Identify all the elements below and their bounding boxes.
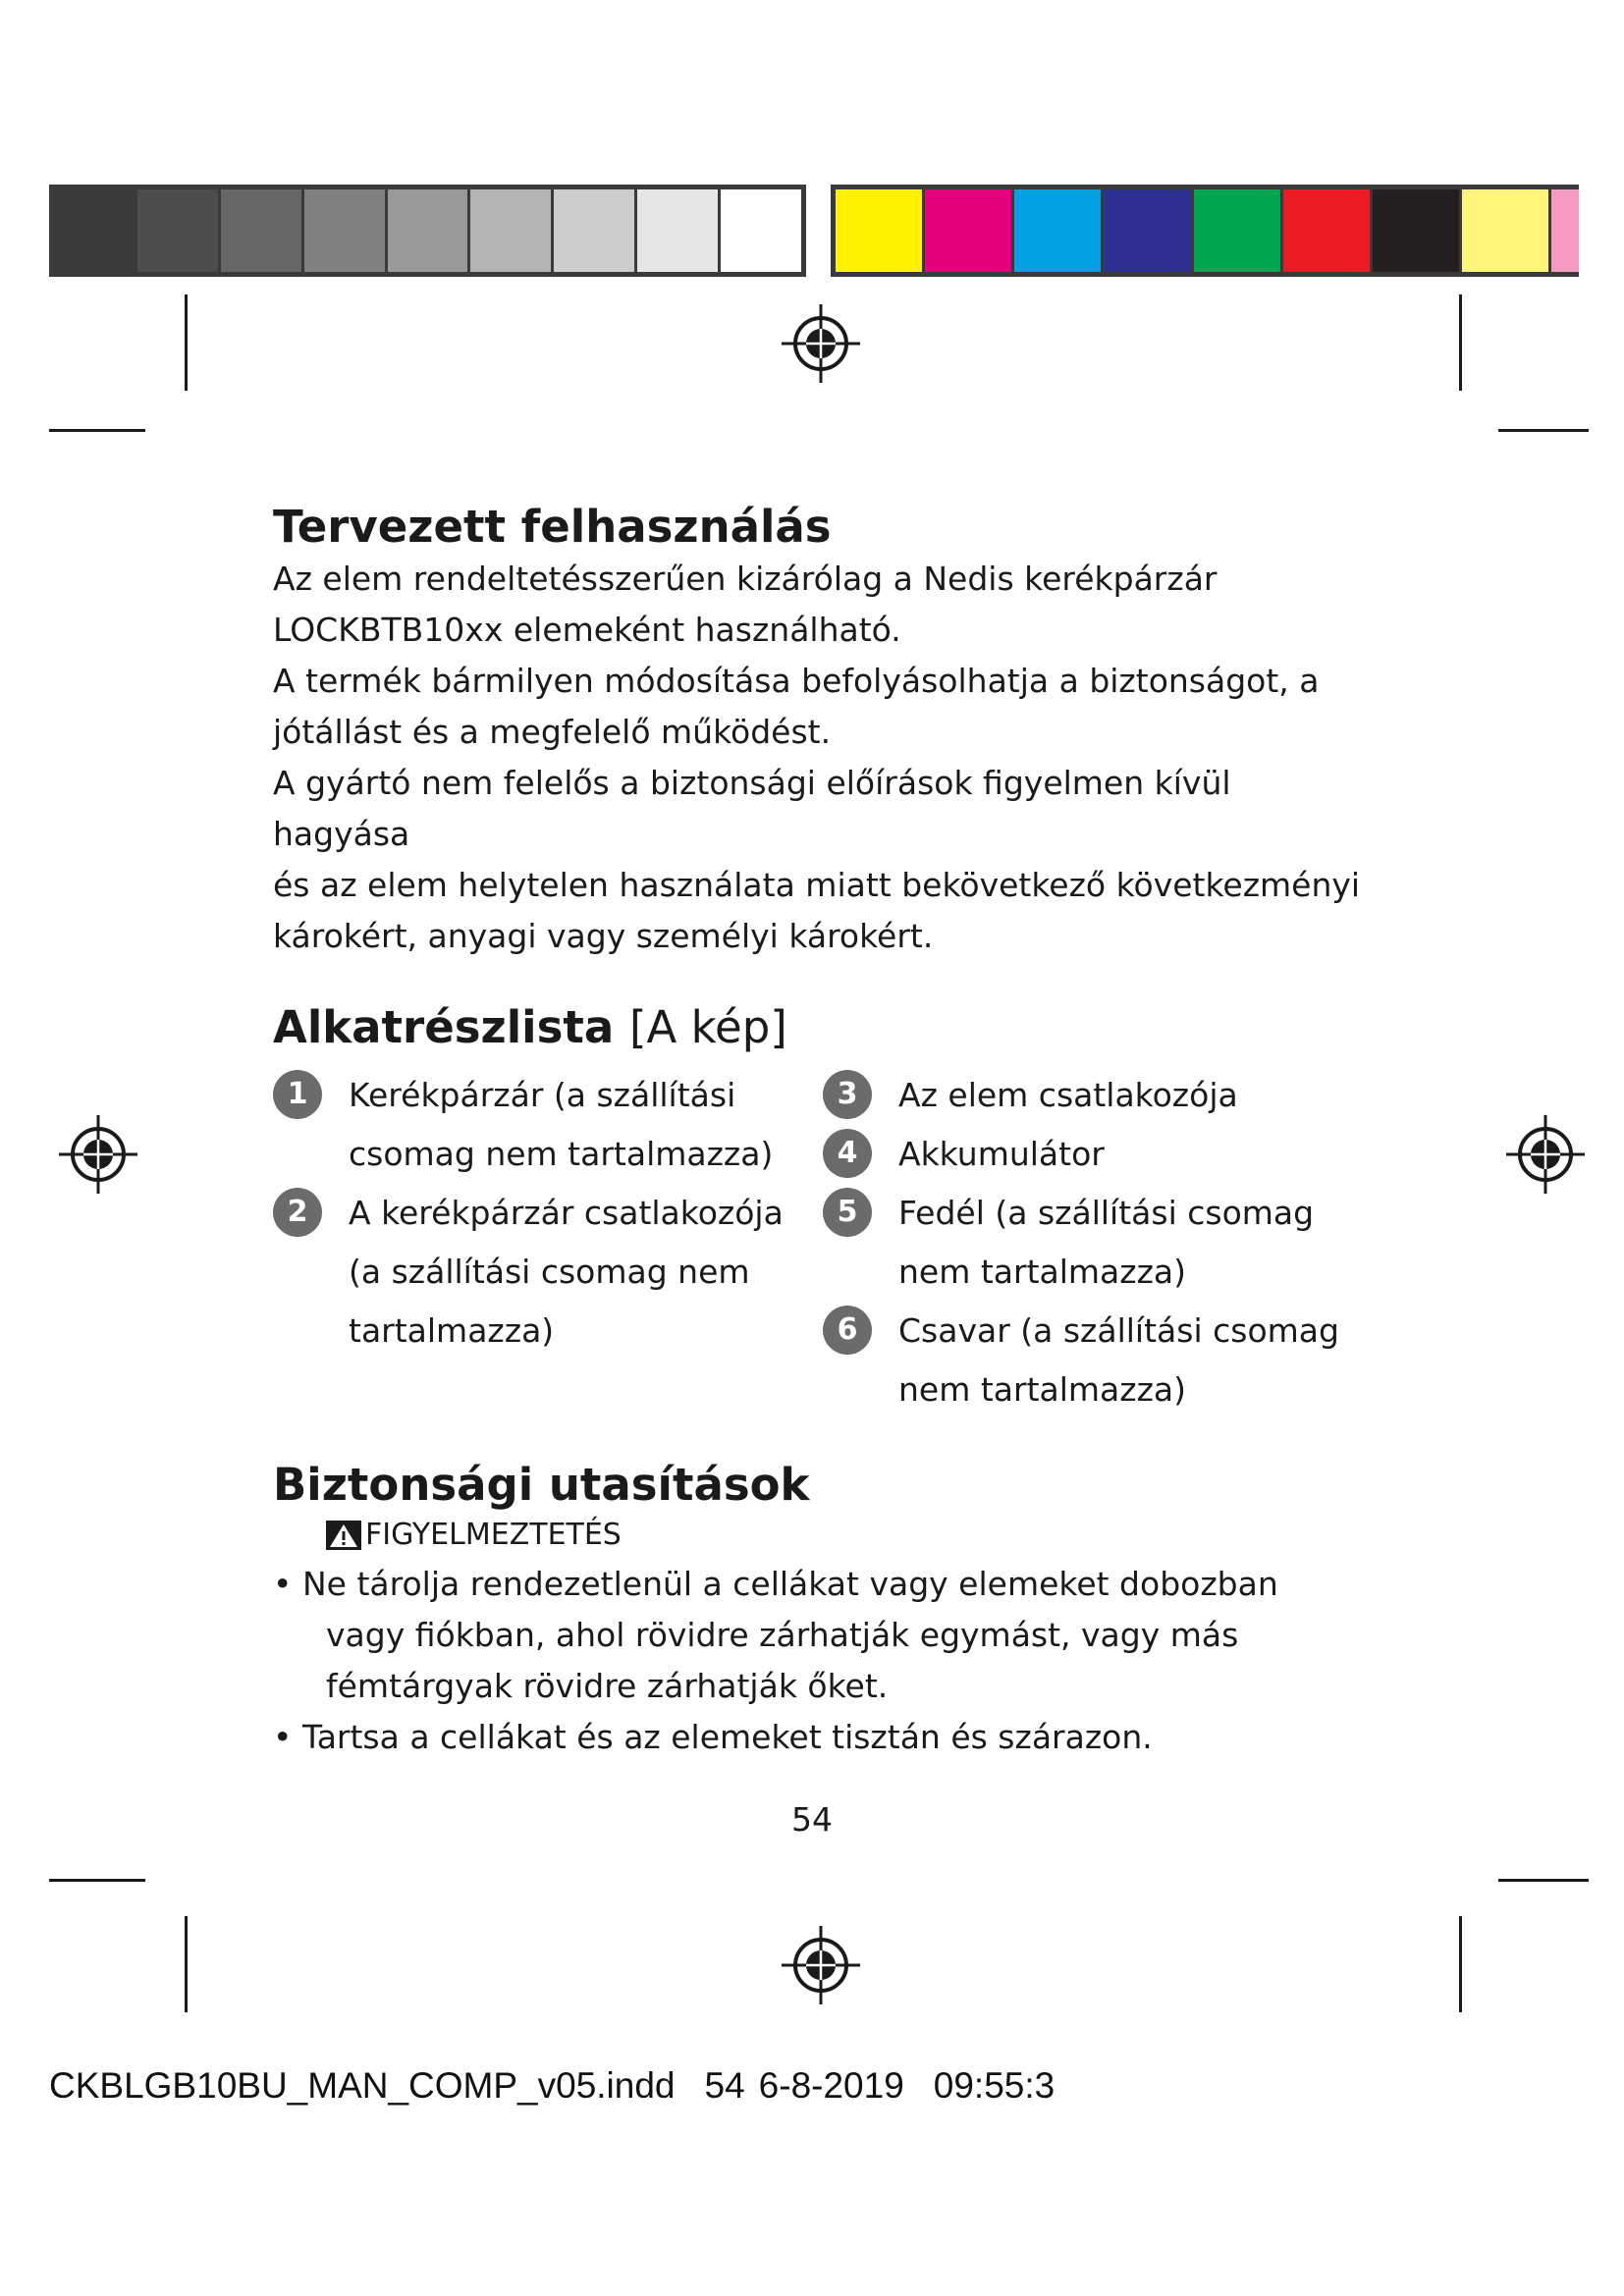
part-number-badge: 3 — [823, 1070, 872, 1119]
safety-heading: Biztonsági utasítások — [273, 1459, 810, 1511]
part-item-6 — [823, 1302, 1373, 1419]
color-swatch — [470, 189, 554, 272]
print-slug-footer — [49, 2065, 1084, 2107]
parts-list-heading — [273, 1001, 1373, 1054]
part-text-line: Fedél (a szállítási csomag — [898, 1194, 1315, 1232]
footer-time: 09:55:3 — [933, 2065, 1056, 2106]
safety-section — [273, 1459, 1373, 1763]
grayscale-calibration-strip — [49, 185, 806, 277]
color-swatch — [1014, 189, 1104, 272]
part-text-line: Az elem csatlakozója — [898, 1076, 1238, 1114]
parts-list-section — [273, 1001, 1373, 1419]
color-swatch — [1283, 189, 1373, 272]
text-line: károkért, anyagi vagy személyi károkért. — [273, 917, 934, 955]
color-swatch — [836, 189, 925, 272]
part-text — [349, 1184, 823, 1361]
part-text-line: tartalmazza) — [349, 1311, 555, 1350]
registration-mark-bottom-icon — [780, 1924, 862, 2006]
color-swatch — [1462, 189, 1551, 272]
part-text — [898, 1125, 1373, 1184]
registration-mark-left-icon — [57, 1113, 139, 1196]
color-swatch — [1194, 189, 1283, 272]
text-line: Az elem rendeltetésszerűen kizárólag a Nedis kerékpárzár — [273, 560, 1218, 598]
parts-column-right — [823, 1066, 1373, 1419]
color-swatch — [721, 189, 801, 272]
part-text-line: nem tartalmazza) — [898, 1253, 1187, 1291]
part-text-line: csomag nem tartalmazza) — [349, 1135, 774, 1173]
parts-column-left — [273, 1066, 823, 1419]
part-text-line: Akkumulátor — [898, 1135, 1105, 1173]
crop-mark-top-right-horizontal — [1498, 429, 1589, 432]
part-item-1 — [273, 1066, 823, 1184]
footer-page: 54 — [704, 2065, 745, 2106]
color-calibration-strip — [831, 185, 1579, 277]
crop-mark-top-left — [185, 294, 188, 391]
color-swatch — [388, 189, 471, 272]
part-item-2 — [273, 1184, 823, 1361]
part-item-5 — [823, 1184, 1373, 1302]
part-text — [898, 1302, 1373, 1419]
part-text — [898, 1184, 1373, 1302]
part-text-line: (a szállítási csomag nem — [349, 1253, 750, 1291]
part-item-3 — [823, 1066, 1373, 1125]
warning-label-row — [326, 1512, 1373, 1559]
intended-use-section — [273, 501, 1373, 962]
page-number: 54 — [791, 1800, 833, 1839]
part-item-4 — [823, 1125, 1373, 1184]
warning-triangle-icon — [326, 1521, 361, 1550]
safety-bullet-item — [273, 1559, 1373, 1712]
color-swatch — [554, 189, 637, 272]
registration-mark-right-icon — [1504, 1113, 1587, 1196]
crop-mark-top-right — [1459, 294, 1462, 391]
parts-list-title: Alkatrészlista — [273, 1001, 615, 1053]
bullet-text-line: vagy fiókban, ahol rövidre zárhatják egymást, vagy más — [326, 1616, 1239, 1654]
part-text-line: Kerékpárzár (a szállítási — [349, 1076, 736, 1114]
part-number-badge: 1 — [273, 1070, 322, 1119]
crop-mark-top-left-horizontal — [49, 429, 145, 432]
bullet-text-line: • Tartsa a cellákat és az elemeket tisztán és szárazon. — [302, 1718, 1153, 1756]
intended-use-heading: Tervezett felhasználás — [273, 501, 832, 553]
manual-page-content — [273, 501, 1373, 1802]
parts-list — [273, 1066, 1373, 1419]
footer-filename: CKBLGB10BU_MAN_COMP_v05.indd — [49, 2065, 676, 2106]
text-line: A gyártó nem felelős a biztonsági előírások figyelmen kívül hagyása — [273, 764, 1231, 853]
color-swatch — [1551, 189, 1579, 272]
part-text — [349, 1066, 823, 1184]
part-text-line: A kerékpárzár csatlakozója — [349, 1194, 784, 1232]
part-text — [898, 1066, 1373, 1125]
text-line: LOCKBTB10xx elemeként használható. — [273, 611, 901, 649]
part-number-badge: 4 — [823, 1129, 872, 1178]
safety-bullet-item — [273, 1712, 1373, 1763]
crop-mark-bottom-left-horizontal — [49, 1879, 145, 1882]
bullet-text-line: fémtárgyak rövidre zárhatják őket. — [326, 1667, 889, 1705]
crop-mark-bottom-left — [185, 1916, 188, 2012]
part-text-line: Csavar (a szállítási csomag — [898, 1311, 1339, 1350]
part-text-line: nem tartalmazza) — [898, 1370, 1187, 1409]
color-swatch — [925, 189, 1014, 272]
parts-list-figure-ref: [A kép] — [628, 1001, 787, 1053]
safety-bullet-list — [273, 1559, 1373, 1763]
crop-mark-bottom-right-horizontal — [1498, 1879, 1589, 1882]
part-number-badge: 5 — [823, 1188, 872, 1237]
warning-label: FIGYELMEZTETÉS — [365, 1518, 622, 1552]
color-swatch — [1104, 189, 1193, 272]
registration-mark-top-icon — [780, 302, 862, 385]
footer-date: 6-8-2019 — [758, 2065, 904, 2106]
part-number-badge: 2 — [273, 1188, 322, 1237]
text-line: jótállást és a megfelelő működést. — [273, 713, 832, 751]
part-number-badge: 6 — [823, 1306, 872, 1355]
color-swatch — [637, 189, 721, 272]
color-swatch — [221, 189, 304, 272]
text-line: és az elem helytelen használata miatt bekövetkező következményi — [273, 866, 1361, 904]
color-swatch — [304, 189, 388, 272]
bullet-text-line: • Ne tárolja rendezetlenül a cellákat vagy elemeket dobozban — [302, 1565, 1278, 1603]
intended-use-text — [273, 554, 1373, 962]
color-swatch — [1373, 189, 1462, 272]
color-swatch — [54, 189, 137, 272]
text-line: A termék bármilyen módosítása befolyásolhatja a biztonságot, a — [273, 662, 1320, 700]
color-swatch — [137, 189, 221, 272]
crop-mark-bottom-right — [1459, 1916, 1462, 2012]
